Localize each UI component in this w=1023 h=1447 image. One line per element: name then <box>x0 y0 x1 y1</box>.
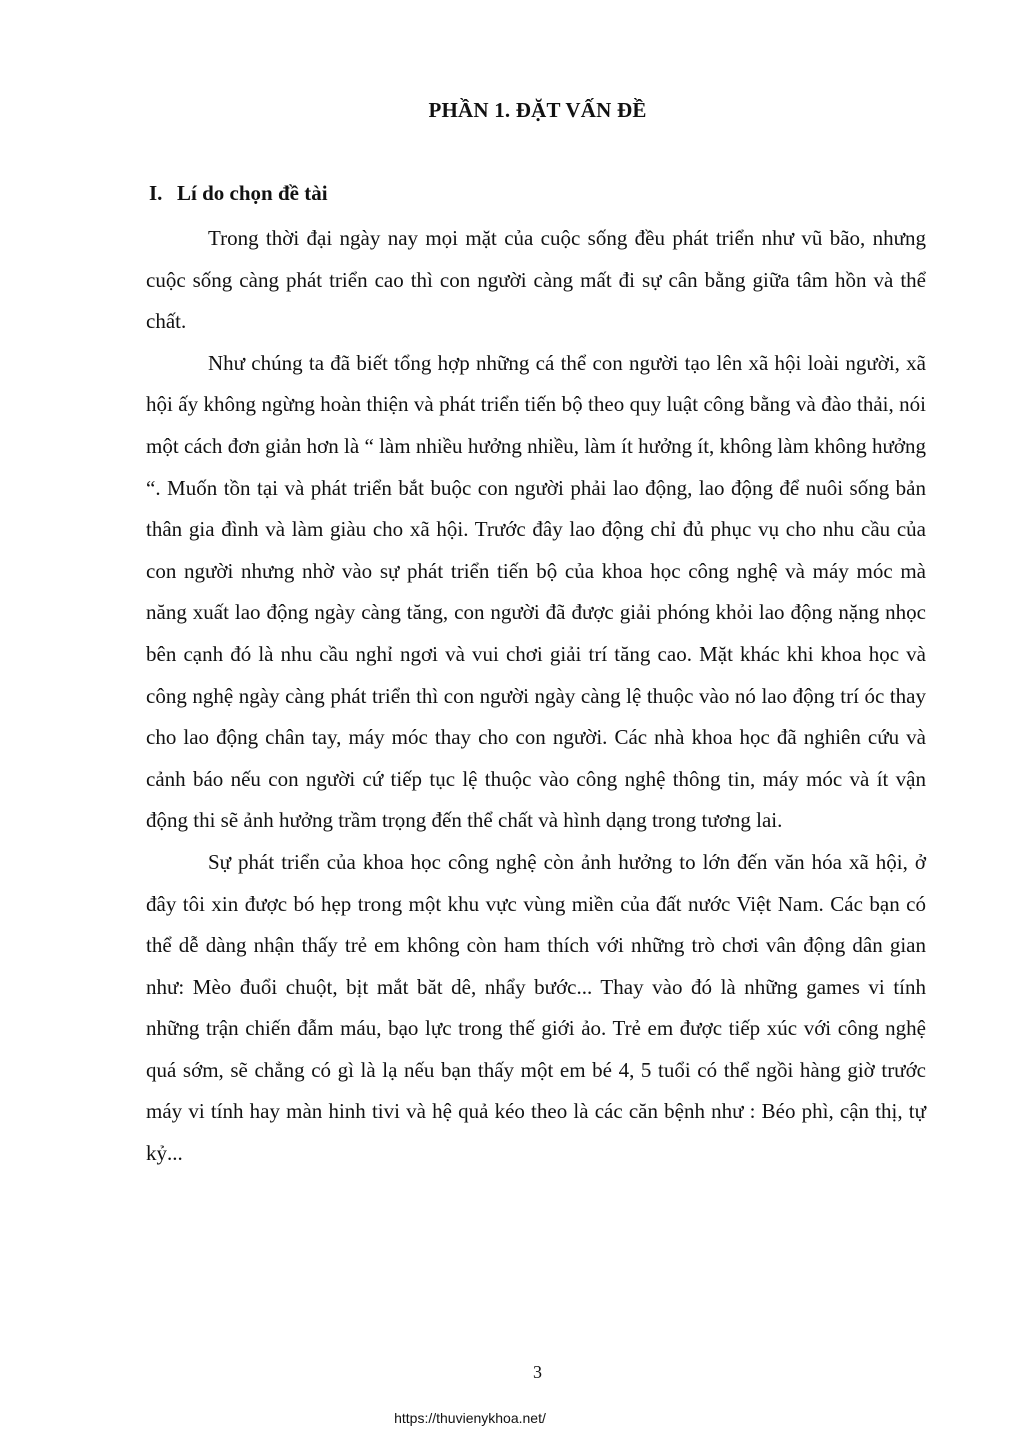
section-number: I. <box>149 181 163 205</box>
section-heading <box>149 181 328 206</box>
paragraph: Trong thời đại ngày nay mọi mặt của cuộc sống đều phát triển như vũ bão, nhưng cuộc sống càng phát triển cao thì con người càng mất đi sự cân bằng giữa tâm hồn và thể chất. <box>146 226 926 334</box>
part-title: PHẦN 1. ĐẶT VẤN ĐỀ <box>428 98 647 122</box>
footer-url[interactable]: https://thuvienykhoa.net/ <box>394 1410 546 1426</box>
paragraph: Sự phát triển của khoa học công nghệ còn ảnh hưởng to lớn đến văn hóa xã hội, ở đây tôi xin được bó hẹp trong một khu vực vùng miền của đất nước Việt Nam. Các bạn có thể dễ dàng nhận thấy trẻ em không còn ham thích với những trò chơi vân động dân gian như: Mèo đuổi chuột, bịt mắt băt dê, nhẩy bước... Thay vào đó là những games vi tính những trận chiến đẫm máu, bạo lực trong thế giới ảo. Trẻ em được tiếp xúc với công nghệ quá sớm, sẽ chẳng có gì là lạ nếu bạn thấy một em bé 4, 5 tuổi có thể ngồi hàng giờ trước máy vi tính hay màn hinh tivi và hệ quả kéo theo là các căn bệnh như : Béo phì, cận thị, tự kỷ... <box>146 849 926 1166</box>
page-number: 3 <box>533 1362 542 1382</box>
paragraph: Như chúng ta đã biết tổng hợp những cá thể con người tạo lên xã hội loài người, xã hội ấy không ngừng hoàn thiện và phát triển tiến bộ theo quy luật công bằng và đào thải, nói một cách đơn giản hơn là “ làm nhiều hưởng nhiều, làm ít hưởng ít, không làm không hưởng “. Muốn tồn tại và phát triển bắt buộc con người phải lao động, lao động để nuôi sống bản thân gia đình và làm giàu cho xã hội. Trước đây lao động chỉ đủ phục vụ cho nhu cầu của con người nhưng nhờ vào sự phát triển tiến bộ của khoa học công nghệ và máy móc mà năng xuất lao động ngày càng tăng, con người đã được giải phóng khỏi lao động nặng nhọc bên cạnh đó là nhu cầu nghỉ ngơi và vui chơi giải trí tăng cao. Mặt khác khi khoa học và công nghệ ngày càng phát triển thì con người ngày càng lệ thuộc vào nó lao động trí óc thay cho lao động chân tay, máy móc thay cho con người. Các nhà khoa học đã nghiên cứu và cảnh báo nếu con người cứ tiếp tục lệ thuộc vào công nghệ thông tin, máy móc và ít vận động thi sẽ ảnh hưởng trầm trọng đến thể chất và hình dạng trong tương lai. <box>146 350 926 833</box>
section-title: Lí do chọn đề tài <box>177 181 328 205</box>
body-text <box>146 218 926 1175</box>
